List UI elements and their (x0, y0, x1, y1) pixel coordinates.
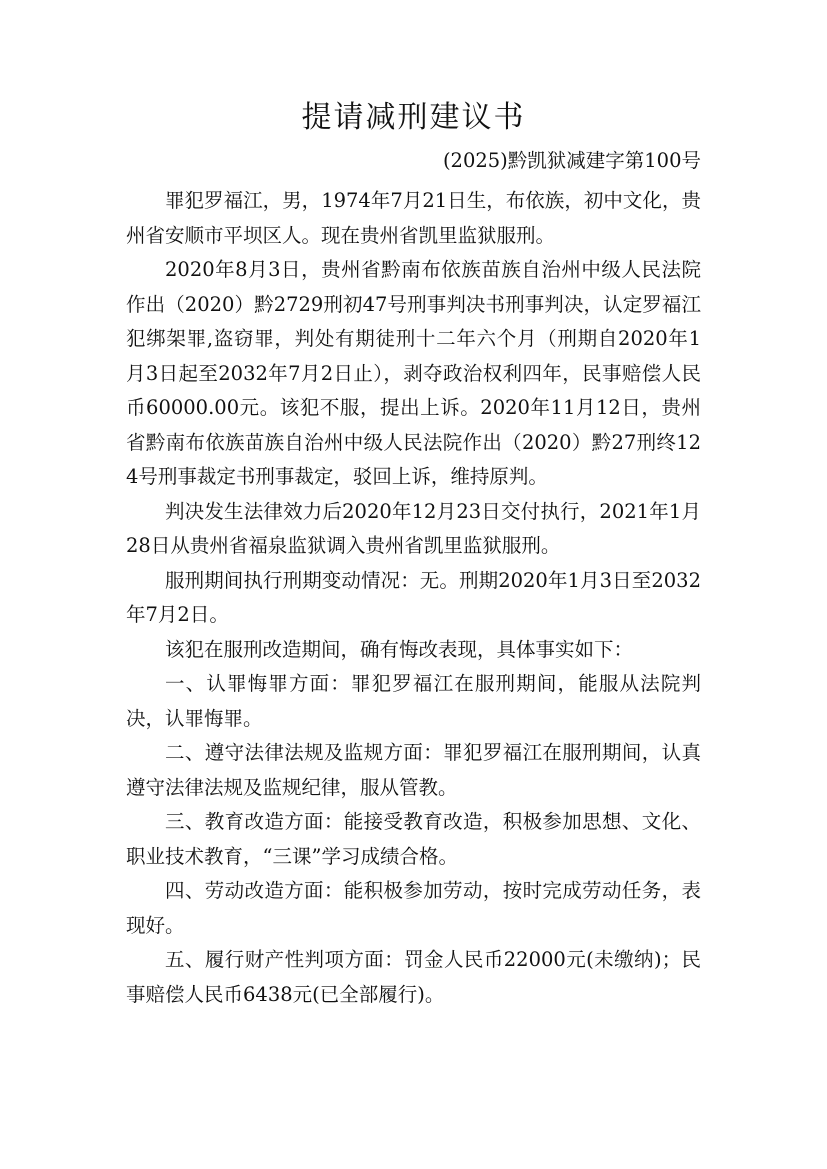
paragraph-repentance: 一、认罪悔罪方面：罪犯罗福江在服刑期间，能服从法院判决，认罪悔罪。 (126, 672, 701, 730)
paragraph-execution: 判决发生法律效力后2020年12月23日交付执行，2021年1月28日从贵州省福泉监狱调入贵州省凯里监狱服刑。 (126, 499, 701, 557)
document-body (126, 184, 701, 1012)
paragraph-discipline: 二、遵守法律法规及监规方面：罪犯罗福江在服刑期间，认真遵守法律法规及监规纪律，服从管教。 (126, 741, 701, 799)
paragraph-prisoner-info: 罪犯罗福江，男，1974年7月21日生，布依族，初中文化，贵州省安顺市平坝区人。现在贵州省凯里监狱服刑。 (126, 189, 701, 247)
paragraph-labor: 四、劳动改造方面：能积极参加劳动，按时完成劳动任务，表现好。 (126, 879, 701, 937)
paragraph-property: 五、履行财产性判项方面：罚金人民币22000元(未缴纳)；民事赔偿人民币6438元(已全部履行)。 (126, 948, 701, 1006)
document-number: (2025)黔凯狱减建字第100号 (442, 149, 701, 172)
paragraph-education: 三、教育改造方面：能接受教育改造，积极参加思想、文化、职业技术教育，“三课”学习成绩合格。 (126, 810, 701, 868)
paragraph-facts-intro: 该犯在服刑改造期间，确有悔改表现，具体事实如下： (165, 637, 634, 661)
document-title: 提请减刑建议书 (301, 100, 526, 135)
paragraph-sentence-changes: 服刑期间执行刑期变动情况：无。刑期2020年1月3日至2032年7月2日。 (126, 568, 701, 626)
paragraph-judgment: 2020年8月3日，贵州省黔南布依族苗族自治州中级人民法院作出（2020）黔2729刑初47号刑事判决书刑事判决，认定罗福江犯绑架罪,盗窃罪，判处有期徒刑十二年六个月（刑期自2020年1月3日起至2032年7月2日止），剥夺政治权利四年，民事赔偿人民币60000.00元。该犯不服，提出上诉。2020年11月12日，贵州省黔南布依族苗族自治州中级人民法院作出（2020）黔27刑终124号刑事裁定书刑事裁定，驳回上诉，维持原判。 (126, 258, 701, 488)
